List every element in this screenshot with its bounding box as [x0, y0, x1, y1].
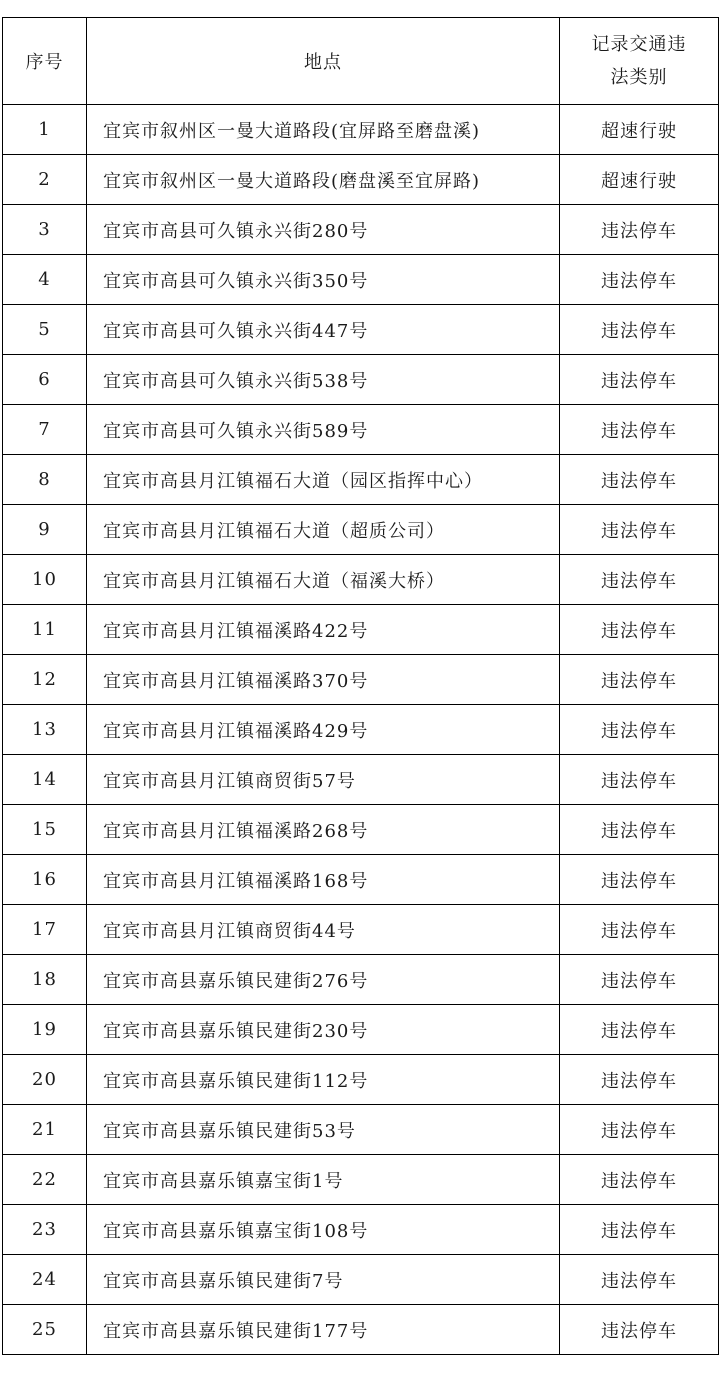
violation-type-cell: 违法停车: [560, 905, 719, 955]
violation-type-cell: 违法停车: [560, 755, 719, 805]
serial-number-cell: 23: [3, 1205, 87, 1255]
serial-number-cell: 13: [3, 705, 87, 755]
location-cell: 宜宾市高县可久镇永兴街280号: [87, 205, 560, 255]
table-row: [3, 105, 719, 155]
location-cell: 宜宾市高县嘉乐镇嘉宝街1号: [87, 1155, 560, 1205]
location-cell: 宜宾市高县月江镇福溪路370号: [87, 655, 560, 705]
header-location: 地点: [87, 18, 560, 105]
violation-type-cell: 违法停车: [560, 955, 719, 1005]
table-row: [3, 905, 719, 955]
table-row: [3, 405, 719, 455]
violation-type-cell: 违法停车: [560, 1155, 719, 1205]
table-row: [3, 1255, 719, 1305]
table-row: [3, 305, 719, 355]
location-cell: 宜宾市高县月江镇福石大道（福溪大桥）: [87, 555, 560, 605]
table-row: [3, 355, 719, 405]
serial-number-cell: 2: [3, 155, 87, 205]
violation-type-cell: 违法停车: [560, 505, 719, 555]
table-row: [3, 155, 719, 205]
location-cell: 宜宾市高县可久镇永兴街538号: [87, 355, 560, 405]
serial-number-cell: 22: [3, 1155, 87, 1205]
location-cell: 宜宾市高县嘉乐镇民建街112号: [87, 1055, 560, 1105]
serial-number-cell: 18: [3, 955, 87, 1005]
violation-type-cell: 违法停车: [560, 355, 719, 405]
violation-type-cell: 违法停车: [560, 1005, 719, 1055]
violation-type-cell: 违法停车: [560, 1255, 719, 1305]
table-row: [3, 255, 719, 305]
serial-number-cell: 6: [3, 355, 87, 405]
location-cell: 宜宾市高县嘉乐镇嘉宝街108号: [87, 1205, 560, 1255]
violation-locations-table: [2, 17, 719, 1355]
serial-number-cell: 15: [3, 805, 87, 855]
serial-number-cell: 14: [3, 755, 87, 805]
table-row: [3, 1055, 719, 1105]
serial-number-cell: 21: [3, 1105, 87, 1155]
violation-type-cell: 违法停车: [560, 655, 719, 705]
serial-number-cell: 20: [3, 1055, 87, 1105]
table-row: [3, 805, 719, 855]
serial-number-cell: 4: [3, 255, 87, 305]
serial-number-cell: 24: [3, 1255, 87, 1305]
location-cell: 宜宾市高县月江镇福溪路429号: [87, 705, 560, 755]
location-cell: 宜宾市高县月江镇福溪路268号: [87, 805, 560, 855]
location-cell: 宜宾市高县月江镇福溪路422号: [87, 605, 560, 655]
location-cell: 宜宾市高县月江镇福石大道（园区指挥中心）: [87, 455, 560, 505]
location-cell: 宜宾市高县嘉乐镇民建街276号: [87, 955, 560, 1005]
table-row: [3, 205, 719, 255]
location-cell: 宜宾市叙州区一曼大道路段(宜屏路至磨盘溪): [87, 105, 560, 155]
location-cell: 宜宾市高县可久镇永兴街589号: [87, 405, 560, 455]
serial-number-cell: 8: [3, 455, 87, 505]
violation-type-cell: 超速行驶: [560, 155, 719, 205]
table-row: [3, 605, 719, 655]
header-serial-number: 序号: [3, 18, 87, 105]
table-row: [3, 655, 719, 705]
violation-type-cell: 违法停车: [560, 455, 719, 505]
location-cell: 宜宾市高县月江镇商贸街57号: [87, 755, 560, 805]
location-cell: 宜宾市高县可久镇永兴街447号: [87, 305, 560, 355]
location-cell: 宜宾市高县月江镇福溪路168号: [87, 855, 560, 905]
table-row: [3, 755, 719, 805]
header-violation-type: [560, 18, 719, 105]
location-cell: 宜宾市高县嘉乐镇民建街230号: [87, 1005, 560, 1055]
table-row: [3, 1305, 719, 1355]
violation-type-cell: 违法停车: [560, 205, 719, 255]
table-row: [3, 955, 719, 1005]
table-body: [3, 105, 719, 1355]
violation-type-cell: 违法停车: [560, 805, 719, 855]
serial-number-cell: 1: [3, 105, 87, 155]
serial-number-cell: 7: [3, 405, 87, 455]
serial-number-cell: 3: [3, 205, 87, 255]
violation-type-cell: 违法停车: [560, 1105, 719, 1155]
serial-number-cell: 10: [3, 555, 87, 605]
location-cell: 宜宾市高县嘉乐镇民建街7号: [87, 1255, 560, 1305]
violation-type-cell: 违法停车: [560, 255, 719, 305]
serial-number-cell: 17: [3, 905, 87, 955]
table-row: [3, 555, 719, 605]
location-cell: 宜宾市高县月江镇福石大道（超质公司）: [87, 505, 560, 555]
header-violation-type-line2: 法类别: [610, 67, 668, 88]
table-row: [3, 1155, 719, 1205]
serial-number-cell: 16: [3, 855, 87, 905]
table-row: [3, 1105, 719, 1155]
violation-type-cell: 违法停车: [560, 705, 719, 755]
location-cell: 宜宾市叙州区一曼大道路段(磨盘溪至宜屏路): [87, 155, 560, 205]
table-row: [3, 455, 719, 505]
table-row: [3, 1205, 719, 1255]
table-row: [3, 1005, 719, 1055]
violation-type-cell: 违法停车: [560, 405, 719, 455]
violation-type-cell: 违法停车: [560, 1305, 719, 1355]
violation-type-cell: 违法停车: [560, 1205, 719, 1255]
table-header-row: [3, 18, 719, 105]
serial-number-cell: 5: [3, 305, 87, 355]
header-violation-type-line1: 记录交通违: [591, 34, 687, 55]
serial-number-cell: 11: [3, 605, 87, 655]
location-cell: 宜宾市高县可久镇永兴街350号: [87, 255, 560, 305]
table-row: [3, 855, 719, 905]
violation-type-cell: 违法停车: [560, 305, 719, 355]
table-row: [3, 705, 719, 755]
serial-number-cell: 9: [3, 505, 87, 555]
serial-number-cell: 12: [3, 655, 87, 705]
serial-number-cell: 19: [3, 1005, 87, 1055]
violation-type-cell: 违法停车: [560, 855, 719, 905]
location-cell: 宜宾市高县嘉乐镇民建街177号: [87, 1305, 560, 1355]
location-cell: 宜宾市高县月江镇商贸街44号: [87, 905, 560, 955]
table-row: [3, 505, 719, 555]
violation-type-cell: 超速行驶: [560, 105, 719, 155]
serial-number-cell: 25: [3, 1305, 87, 1355]
violation-type-cell: 违法停车: [560, 555, 719, 605]
location-cell: 宜宾市高县嘉乐镇民建街53号: [87, 1105, 560, 1155]
violation-type-cell: 违法停车: [560, 1055, 719, 1105]
violation-type-cell: 违法停车: [560, 605, 719, 655]
